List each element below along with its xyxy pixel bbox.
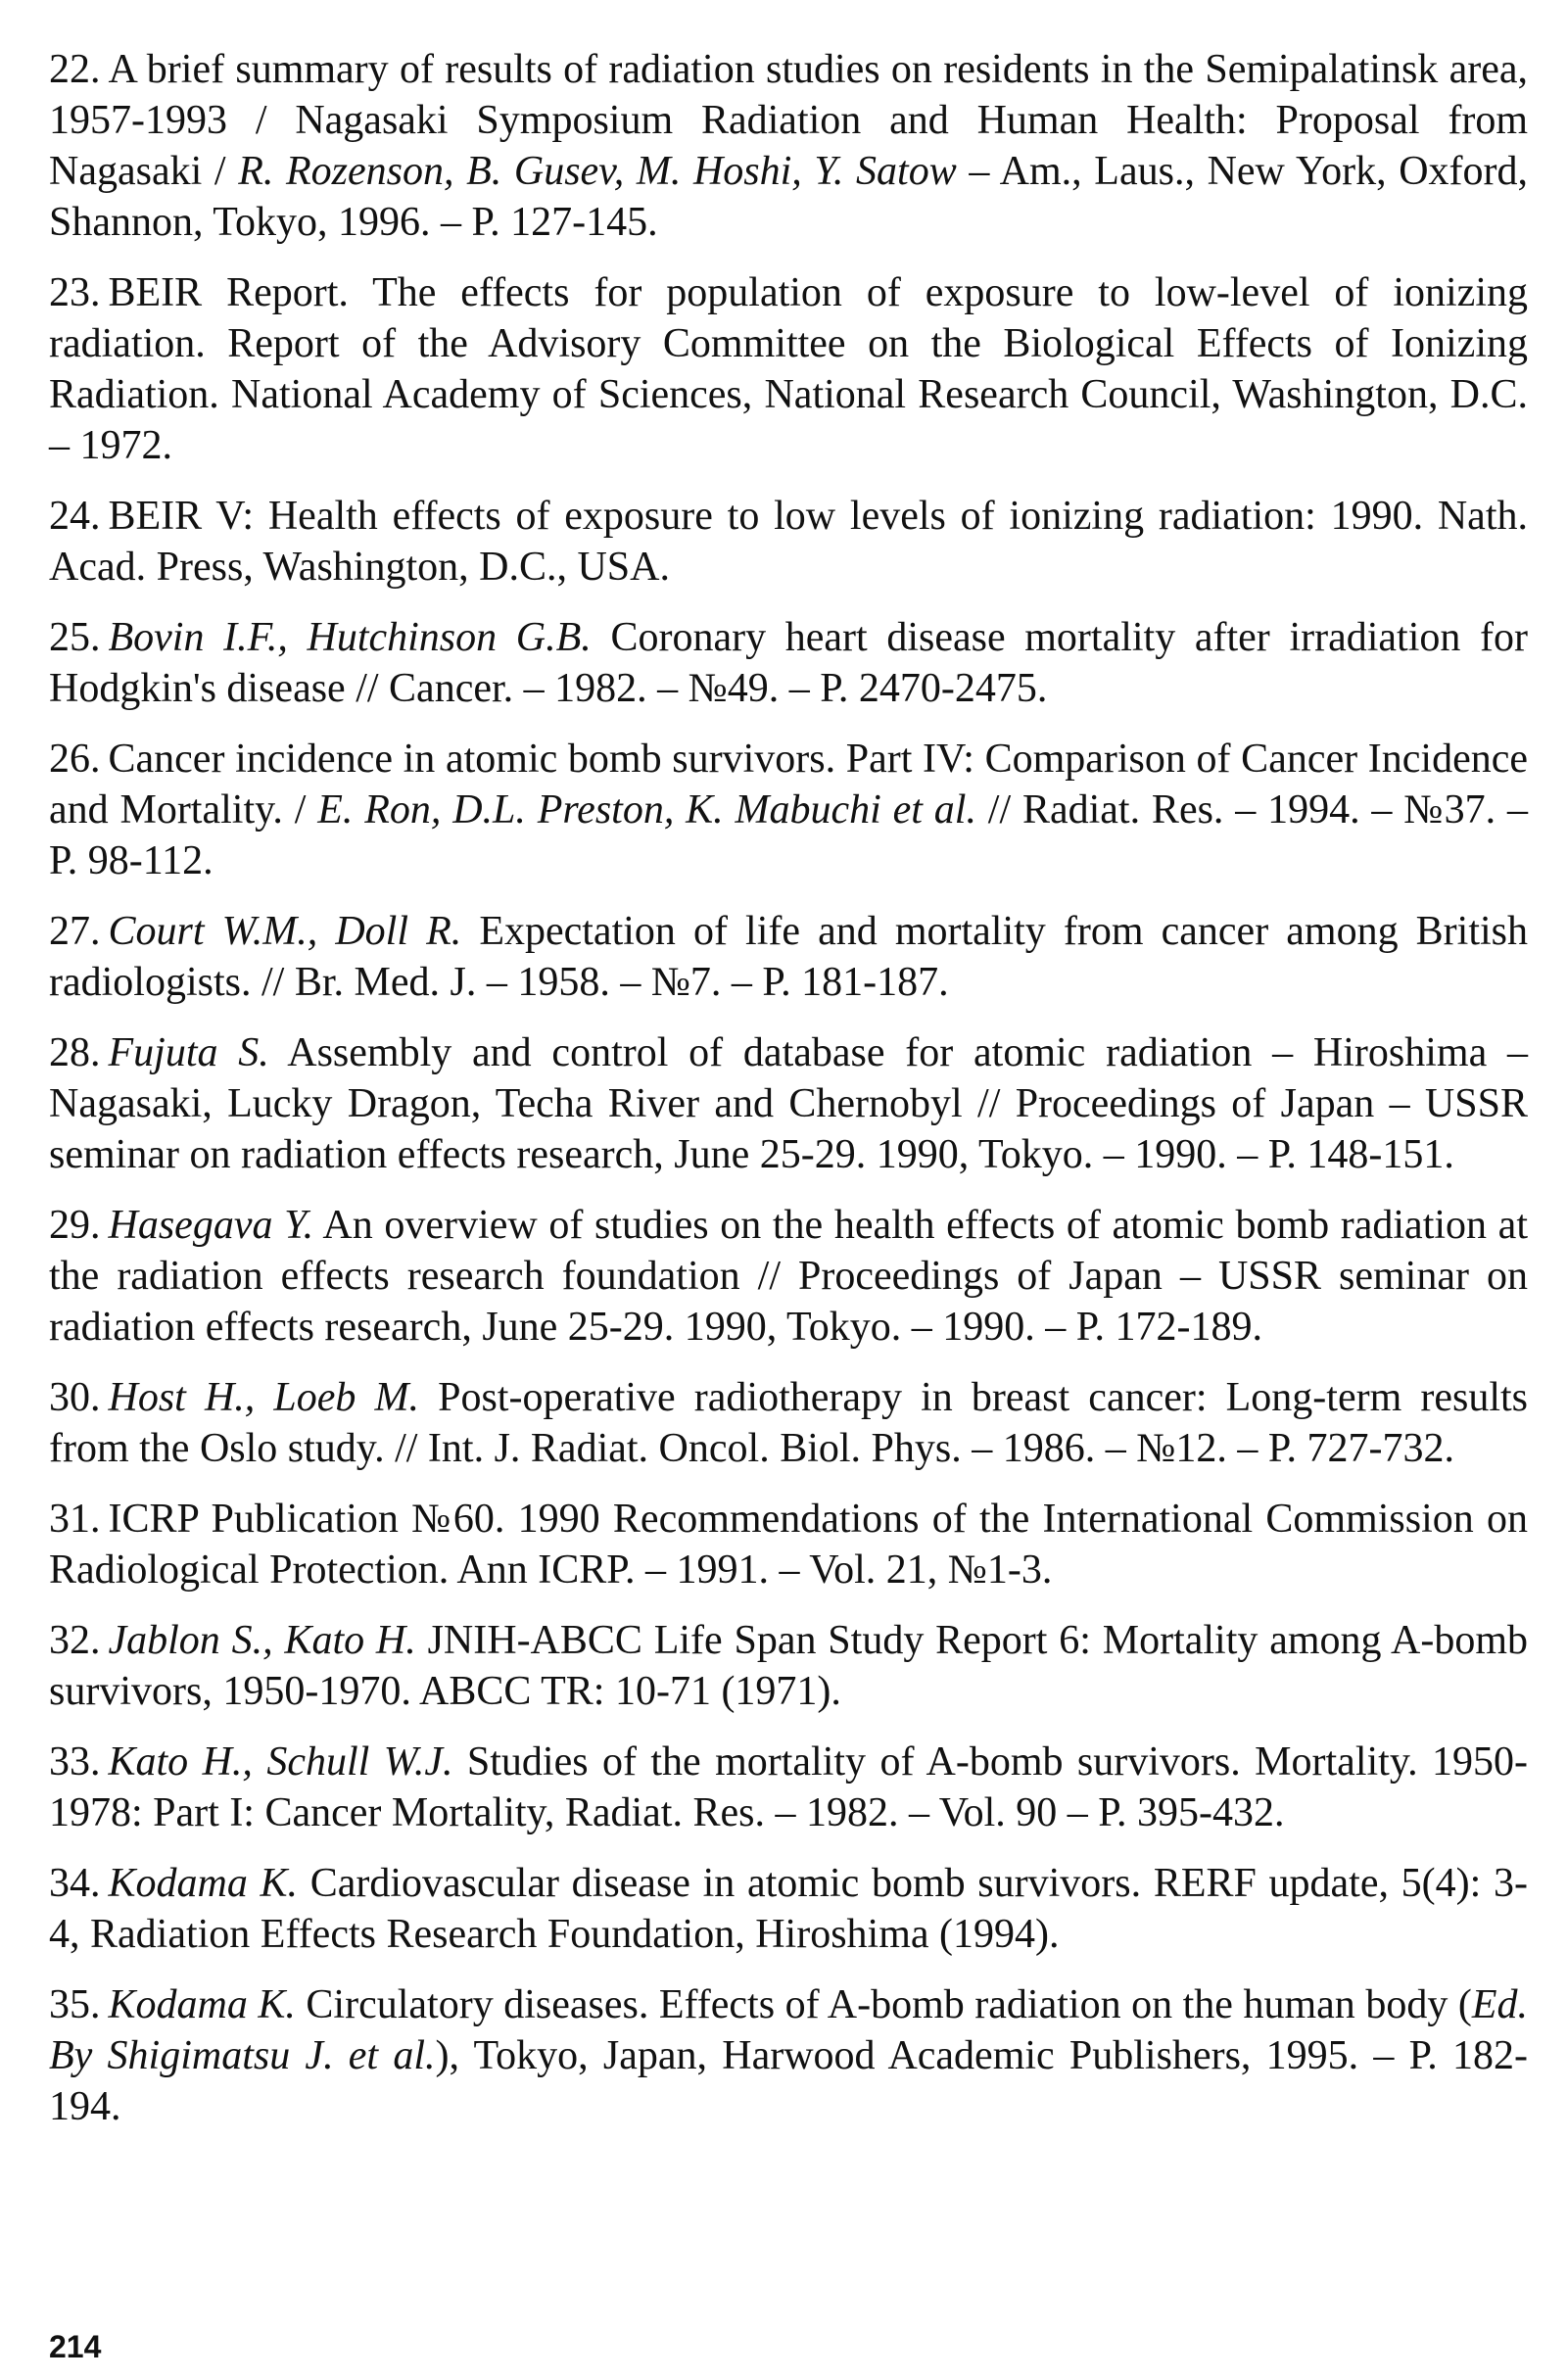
ref-authors: Fujuta S. [108, 1030, 269, 1075]
ref-authors: Kodama K. [108, 1861, 299, 1906]
ref-authors: Kato H., Schull W.J. [108, 1739, 453, 1785]
ref-source: Expectation of life and mortality from cancer among British radiologists. // Br. Med. J. – 1958. – №7. – P. 181-187. [49, 909, 1529, 1005]
ref-authors: Hasegava Y. [108, 1203, 314, 1248]
ref-authors: Bovin I.F., Hutchinson G.B. [108, 615, 592, 660]
reference-34 [49, 1858, 1528, 1960]
ref-authors: Jablon S., Kato H. [108, 1618, 416, 1663]
ref-number: 33. [49, 1739, 101, 1785]
ref-number: 28. [49, 1030, 101, 1075]
ref-source: – Am., Laus., New York, Oxford, Shannon, Tokyo, 1996. – P. 127-145. [49, 149, 1528, 245]
ref-text: BEIR Report. The effects for population of exposure to low-level of ionizing radiation. Report of the Advisory Committee on the Biological Effects of Ionizing Radiation. National Academy of Sciences, National Research Council, Washington, D.C. – 1972. [49, 270, 1528, 468]
ref-source: Assembly and control of database for atomic radiation – Hiroshima – Nagasaki, Lucky Dragon, Techa River and Chernobyl // Proceedings of Japan – USSR seminar on radiation effects research, June 25-29. 1990, Tokyo. – 1990. – P. 148-151. [49, 1030, 1528, 1177]
ref-source: JNIH-ABCC Life Span Study Report 6: Mortality among A-bomb survivors, 1950-1970. ABCC TR: 10-71 (1971). [49, 1618, 1528, 1714]
ref-source: Circulatory diseases. Effects of A-bomb radiation on the human body ( [295, 1982, 1472, 2027]
reference-32 [49, 1615, 1528, 1717]
ref-number: 34. [49, 1861, 101, 1906]
ref-source: Coronary heart disease mortality after irradiation for Hodgkin's disease // Cancer. – 1982. – №49. – P. 2470-2475. [49, 615, 1528, 711]
reference-24 [49, 491, 1528, 593]
ref-source: Cardiovascular disease in atomic bomb survivors. RERF update, 5(4): 3-4, Radiation Effects Research Foundation, Hiroshima (1994). [49, 1861, 1528, 1957]
ref-number: 29. [49, 1203, 101, 1248]
ref-authors: Court W.M., Doll R. [108, 909, 462, 954]
ref-number: 23. [49, 270, 101, 315]
reference-33 [49, 1737, 1528, 1838]
reference-29 [49, 1200, 1528, 1353]
ref-source: // Radiat. Res. – 1994. – №37. – P. 98-112. [49, 787, 1528, 883]
reference-list [49, 44, 1528, 2152]
reference-26 [49, 734, 1528, 886]
reference-30 [49, 1372, 1528, 1474]
ref-number: 25. [49, 615, 101, 660]
reference-31 [49, 1494, 1528, 1595]
ref-number: 32. [49, 1618, 101, 1663]
ref-authors: R. Rozenson, B. Gusev, M. Hoshi, Y. Satow [238, 149, 957, 194]
ref-number: 31. [49, 1497, 101, 1542]
reference-27 [49, 906, 1528, 1008]
ref-number: 30. [49, 1375, 101, 1420]
ref-authors: Kodama K. [108, 1982, 296, 2027]
ref-source: An overview of studies on the health effects of atomic bomb radiation at the radiation effects research foundation // Proceedings of Japan – USSR seminar on radiation effects research, June 25-29. 1990, Tokyo. – 1990. – P. 172-189. [49, 1203, 1528, 1350]
ref-source: Studies of the mortality of A-bomb survivors. Mortality. 1950-1978: Part I: Cancer Mortality, Radiat. Res. – 1982. – Vol. 90 – P. 395-432. [49, 1739, 1528, 1835]
ref-authors: E. Ron, D.L. Preston, K. Mabuchi et al. [317, 787, 976, 833]
reference-25 [49, 612, 1528, 714]
ref-text: Cancer incidence in atomic bomb survivors. Part IV: Comparison of Cancer Incidence and Mortality. / [49, 737, 1528, 833]
ref-number: 27. [49, 909, 101, 954]
ref-text: BEIR V: Health effects of exposure to low levels of ionizing radiation: 1990. Nath. Acad. Press, Washington, D.C., USA. [49, 494, 1528, 590]
ref-number: 24. [49, 494, 101, 539]
reference-35 [49, 1979, 1528, 2132]
page-number: 214 [49, 2329, 102, 2364]
ref-authors: Host H., Loeb M. [108, 1375, 419, 1420]
ref-number: 22. [49, 47, 101, 92]
reference-23 [49, 267, 1528, 471]
ref-source-tail: ), Tokyo, Japan, Harwood Academic Publishers, 1995. – P. 182-194. [49, 2033, 1528, 2129]
ref-number: 26. [49, 737, 101, 782]
ref-source: Post-operative radiotherapy in breast cancer: Long-term results from the Oslo study. // Int. J. Radiat. Oncol. Biol. Phys. – 1986. – №12. – P. 727-732. [49, 1375, 1528, 1471]
ref-text: ICRP Publication №60. 1990 Recommendations of the International Commission on Radiological Protection. Ann ICRP. – 1991. – Vol. 21, №1-3. [49, 1497, 1528, 1593]
reference-22 [49, 44, 1528, 248]
reference-28 [49, 1027, 1528, 1180]
ref-text: A brief summary of results of radiation studies on residents in the Semipalatinsk area, 1957-1993 / Nagasaki Symposium Radiation and Human Health: Proposal from Nagasaki / [49, 47, 1528, 194]
ref-editor: Ed. By Shigimatsu J. et al. [49, 1982, 1528, 2078]
ref-number: 35. [49, 1982, 101, 2027]
